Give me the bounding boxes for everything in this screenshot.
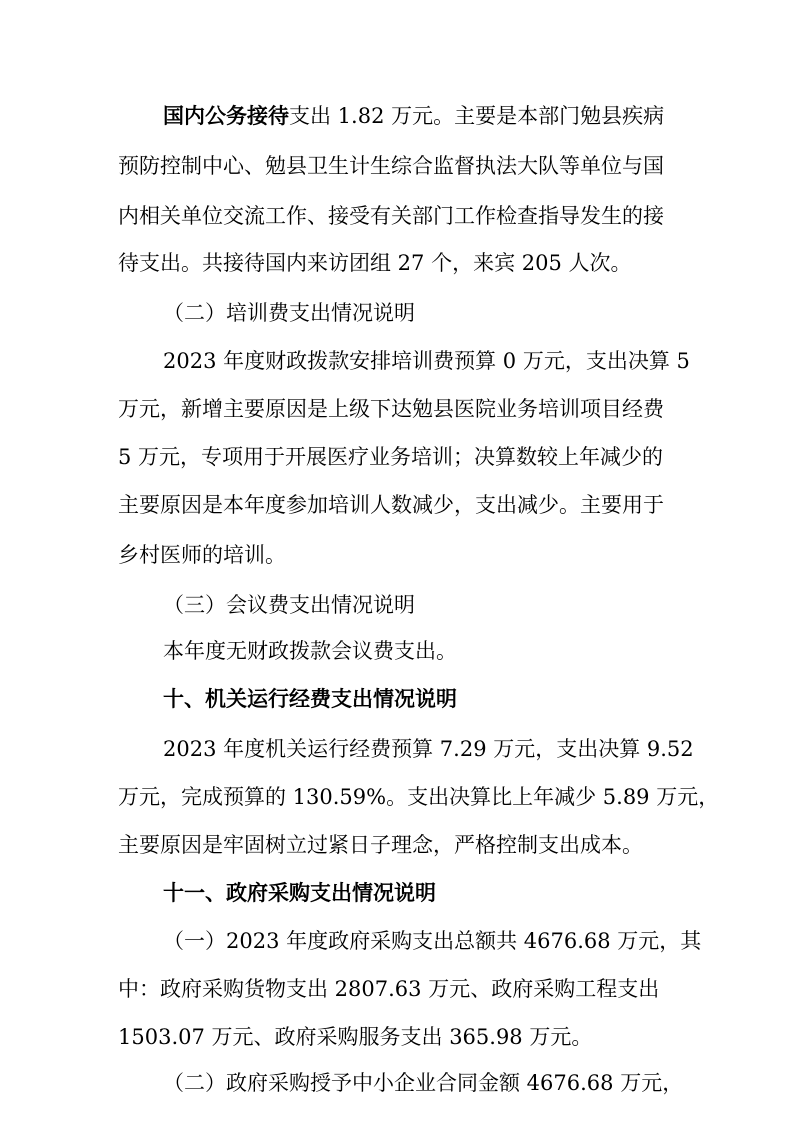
meeting-text-1: 本年度无财政拨款会议费支出。 [163,639,457,663]
paragraph-reception-line-3 [0,196,793,236]
training-text-1: 2023 年度财政拨款安排培训费预算 0 万元，支出决算 5 [163,349,690,373]
paragraph-training-line-3 [0,437,793,477]
subheading-meeting [0,585,793,625]
reception-lead-term: 国内公务接待 [163,104,289,128]
paragraph-procurement-line-3 [0,1017,793,1057]
operating-text-2: 万元，完成预算的 130.59%。支出决算比上年减少 5.89 万元， [118,785,720,809]
subheading-meeting-text: （三）会议费支出情况说明 [163,593,415,617]
subheading-training-text: （二）培训费支出情况说明 [163,301,415,325]
training-text-4: 主要原因是本年度参加培训人数减少，支出减少。主要用于 [118,493,664,517]
section-10-heading [0,679,793,719]
operating-text-3: 主要原因是牢固树立过紧日子理念，严格控制支出成本。 [118,833,643,857]
sme-text-1: （二）政府采购授予中小企业合同金额 4676.68 万元， [163,1071,684,1095]
paragraph-procurement-line-1 [0,921,793,961]
paragraph-procurement-line-2 [0,969,793,1009]
section-11-heading [0,873,793,913]
paragraph-meeting-line-1 [0,631,793,671]
paragraph-training-line-2 [0,389,793,429]
subheading-training [0,293,793,333]
paragraph-operating-line-3 [0,825,793,865]
training-text-2: 万元，新增主要原因是上级下达勉县医院业务培训项目经费 [118,397,664,421]
paragraph-reception-line-2 [0,146,793,186]
reception-text-1: 支出 1.82 万元。主要是本部门勉县疾病 [289,104,665,128]
training-text-3: 5 万元，专项用于开展医疗业务培训；决算数较上年减少的 [118,445,664,469]
reception-text-4: 待支出。共接待国内来访团组 27 个，来宾 205 人次。 [118,251,632,275]
section-11-heading-text: 十一、政府采购支出情况说明 [163,881,436,905]
paragraph-training-line-4 [0,485,793,525]
training-text-5: 乡村医师的培训。 [118,543,286,567]
paragraph-sme-line-1 [0,1063,793,1103]
section-10-heading-text: 十、机关运行经费支出情况说明 [163,687,457,711]
procurement-text-2: 中：政府采购货物支出 2807.63 万元、政府采购工程支出 [118,977,660,1001]
paragraph-operating-line-2 [0,777,793,817]
paragraph-training-line-5 [0,535,793,575]
reception-text-3: 内相关单位交流工作、接受有关部门工作检查指导发生的接 [118,204,664,228]
reception-text-2: 预防控制中心、勉县卫生计生综合监督执法大队等单位与国 [118,154,664,178]
paragraph-operating-line-1 [0,729,793,769]
paragraph-training-line-1 [0,341,793,381]
procurement-text-1: （一）2023 年度政府采购支出总额共 4676.68 万元，其 [163,929,702,953]
procurement-text-3: 1503.07 万元、政府采购服务支出 365.98 万元。 [118,1025,593,1049]
paragraph-reception-line-1 [0,96,793,136]
operating-text-1: 2023 年度机关运行经费预算 7.29 万元，支出决算 9.52 [163,737,694,761]
paragraph-reception-line-4 [0,243,793,283]
